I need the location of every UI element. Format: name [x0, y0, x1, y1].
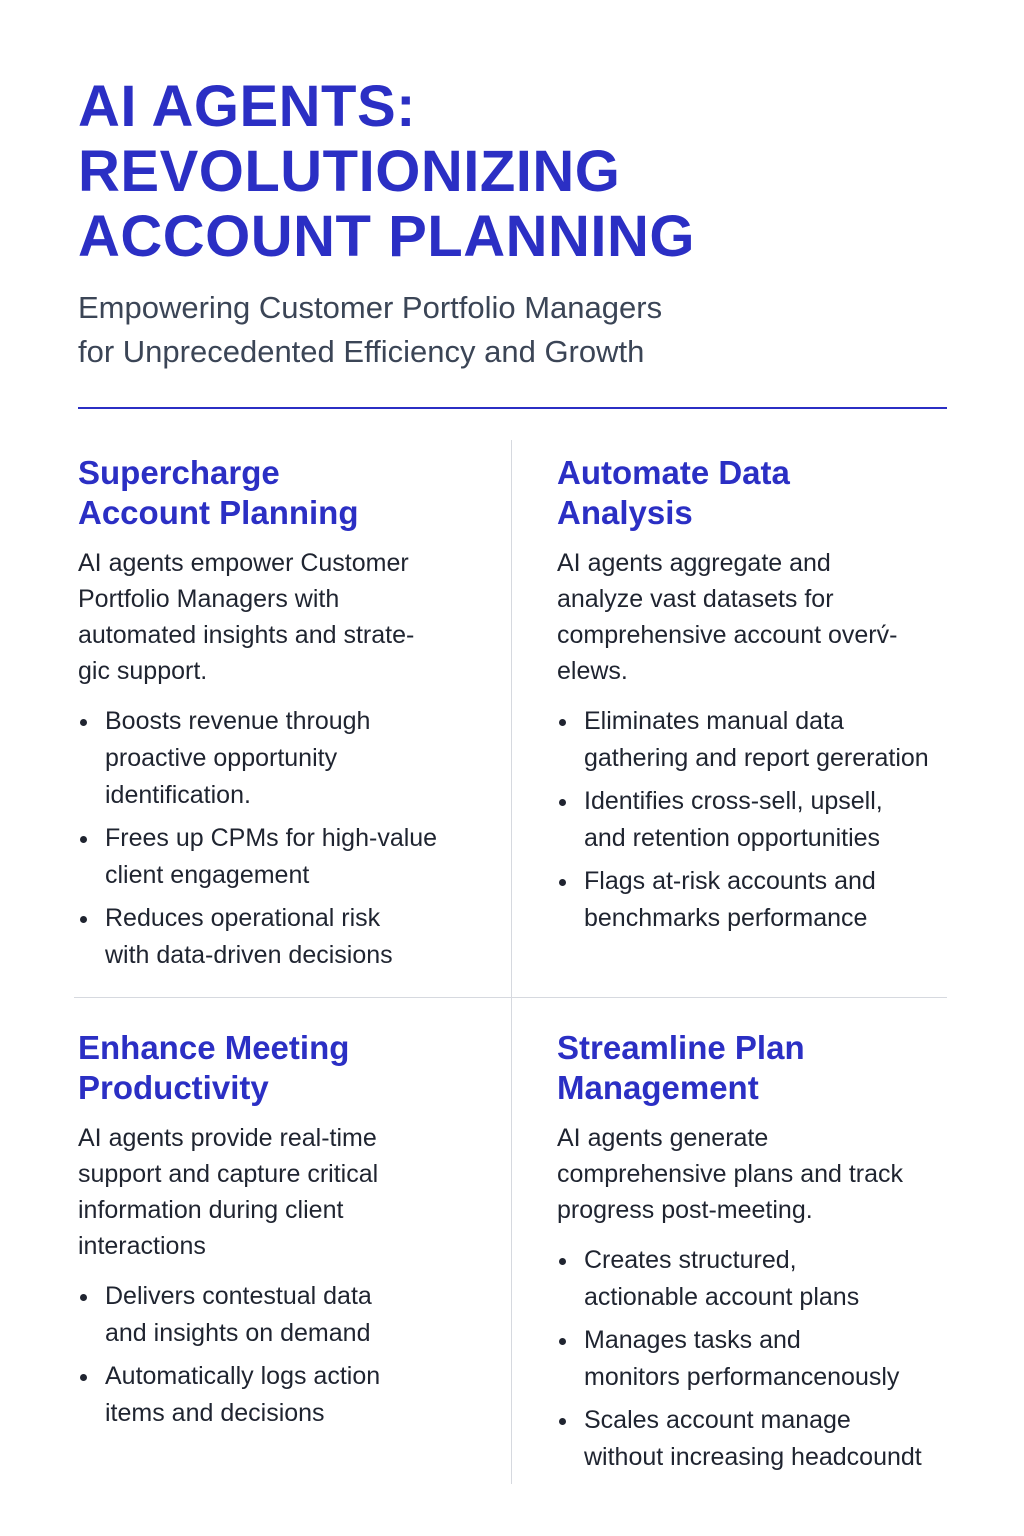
- description-line: comprehensive account overv́-: [557, 621, 898, 649]
- horizontal-divider: [74, 997, 947, 998]
- subtitle-line: Empowering Customer Portfolio Managers: [78, 290, 663, 325]
- section-description: [557, 1120, 977, 1228]
- bullet-line: monitors performancenously: [584, 1363, 900, 1391]
- page-title: [78, 74, 958, 269]
- bullet-text: [105, 1278, 498, 1352]
- bullet-line: Flags at-risk accounts and: [584, 867, 876, 895]
- bullet-line: without increasing headcoundt: [584, 1443, 922, 1471]
- description-line: Portfolio Managers with: [78, 585, 340, 613]
- section-streamline-plan-management: [557, 1028, 977, 1482]
- bullet-text: [584, 703, 977, 777]
- heading-line: Supercharge: [78, 454, 280, 491]
- bullet-item: [557, 1322, 977, 1396]
- bullet-line: benchmarks performance: [584, 904, 868, 932]
- description-line: progress post-meeting.: [557, 1196, 813, 1224]
- bullet-text: [105, 820, 498, 894]
- title-line: AI AGENTS:: [78, 74, 416, 139]
- heading-line: Streamline Plan: [557, 1029, 805, 1066]
- bullet-text: [105, 1358, 498, 1432]
- description-line: elews.: [557, 657, 628, 685]
- section-description: [78, 1120, 498, 1264]
- section-description: [78, 545, 498, 689]
- bullet-item: [557, 783, 977, 857]
- bullet-dot-icon: [80, 836, 87, 843]
- bullet-line: Automatically logs action: [105, 1362, 381, 1390]
- bullet-line: Reduces operational risk: [105, 904, 381, 932]
- heading-line: Analysis: [557, 494, 693, 531]
- bullet-line: Scales account manage: [584, 1406, 851, 1434]
- section-heading: [557, 1028, 977, 1108]
- header-divider: [78, 407, 947, 409]
- bullet-line: Manages tasks and: [584, 1326, 801, 1354]
- bullet-dot-icon: [559, 799, 566, 806]
- bullet-dot-icon: [559, 1258, 566, 1265]
- bullet-line: Boosts revenue through: [105, 707, 371, 735]
- heading-line: Account Planning: [78, 494, 359, 531]
- bullet-line: client engagement: [105, 861, 310, 889]
- bullet-line: gathering and report gereration: [584, 744, 929, 772]
- bullet-line: Delivers contestual data: [105, 1282, 372, 1310]
- bullet-item: [78, 1278, 498, 1352]
- bullet-dot-icon: [559, 879, 566, 886]
- bullet-line: and insights on demand: [105, 1319, 371, 1347]
- bullet-line: Identifies cross-sell, upsell,: [584, 787, 883, 815]
- bullet-text: [105, 703, 498, 814]
- section-description: [557, 545, 977, 689]
- bullet-text: [584, 783, 977, 857]
- heading-line: Management: [557, 1069, 759, 1106]
- bullet-text: [584, 1402, 977, 1476]
- section-supercharge-account-planning: [78, 453, 498, 980]
- bullet-line: and retention opportunities: [584, 824, 881, 852]
- bullet-item: [557, 1242, 977, 1316]
- bullet-text: [584, 1242, 977, 1316]
- description-line: automated insights and strate-: [78, 621, 415, 649]
- bullet-list: [557, 1242, 977, 1476]
- bullet-dot-icon: [80, 719, 87, 726]
- description-line: analyze vast datasets for: [557, 585, 834, 613]
- bullet-line: Eliminates manual data: [584, 707, 844, 735]
- description-line: interactions: [78, 1232, 206, 1260]
- bullet-dot-icon: [559, 719, 566, 726]
- bullet-line: with data-driven decisions: [105, 941, 393, 969]
- heading-line: Productivity: [78, 1069, 269, 1106]
- bullet-item: [557, 703, 977, 777]
- bullet-dot-icon: [559, 1418, 566, 1425]
- bullet-text: [584, 863, 977, 937]
- description-line: support and capture critical: [78, 1160, 379, 1188]
- heading-line: Automate Data: [557, 454, 790, 491]
- bullet-dot-icon: [80, 916, 87, 923]
- bullet-line: actionable account plans: [584, 1283, 860, 1311]
- bullet-item: [78, 900, 498, 974]
- section-heading: [78, 453, 498, 533]
- heading-line: Enhance Meeting: [78, 1029, 350, 1066]
- description-line: gic support.: [78, 657, 208, 685]
- description-line: AI agents generate: [557, 1124, 769, 1152]
- title-line: REVOLUTIONIZING: [78, 139, 621, 204]
- page-subtitle: [78, 286, 958, 374]
- section-heading: [557, 453, 977, 533]
- bullet-dot-icon: [559, 1338, 566, 1345]
- bullet-dot-icon: [80, 1374, 87, 1381]
- description-line: comprehensive plans and track: [557, 1160, 904, 1188]
- bullet-item: [78, 820, 498, 894]
- description-line: AI agents provide real-time: [78, 1124, 377, 1152]
- bullet-item: [78, 1358, 498, 1432]
- bullet-list: [78, 703, 498, 974]
- bullet-line: proactive opportunity: [105, 744, 338, 772]
- bullet-item: [557, 863, 977, 937]
- section-heading: [78, 1028, 498, 1108]
- bullet-item: [78, 703, 498, 814]
- section-enhance-meeting-productivity: [78, 1028, 498, 1438]
- description-line: AI agents aggregate and: [557, 549, 831, 577]
- bullet-list: [78, 1278, 498, 1432]
- title-line: ACCOUNT PLANNING: [78, 204, 695, 269]
- bullet-line: items and decisions: [105, 1399, 325, 1427]
- subtitle-line: for Unprecedented Efficiency and Growth: [78, 334, 645, 369]
- vertical-divider: [511, 440, 512, 1484]
- bullet-dot-icon: [80, 1294, 87, 1301]
- bullet-line: Frees up CPMs for high-value: [105, 824, 438, 852]
- bullet-item: [557, 1402, 977, 1476]
- description-line: AI agents empower Customer: [78, 549, 409, 577]
- bullet-line: identification.: [105, 781, 251, 809]
- bullet-text: [584, 1322, 977, 1396]
- bullet-list: [557, 703, 977, 937]
- section-automate-data-analysis: [557, 453, 977, 943]
- bullet-text: [105, 900, 498, 974]
- bullet-line: Creates structured,: [584, 1246, 797, 1274]
- description-line: information during client: [78, 1196, 344, 1224]
